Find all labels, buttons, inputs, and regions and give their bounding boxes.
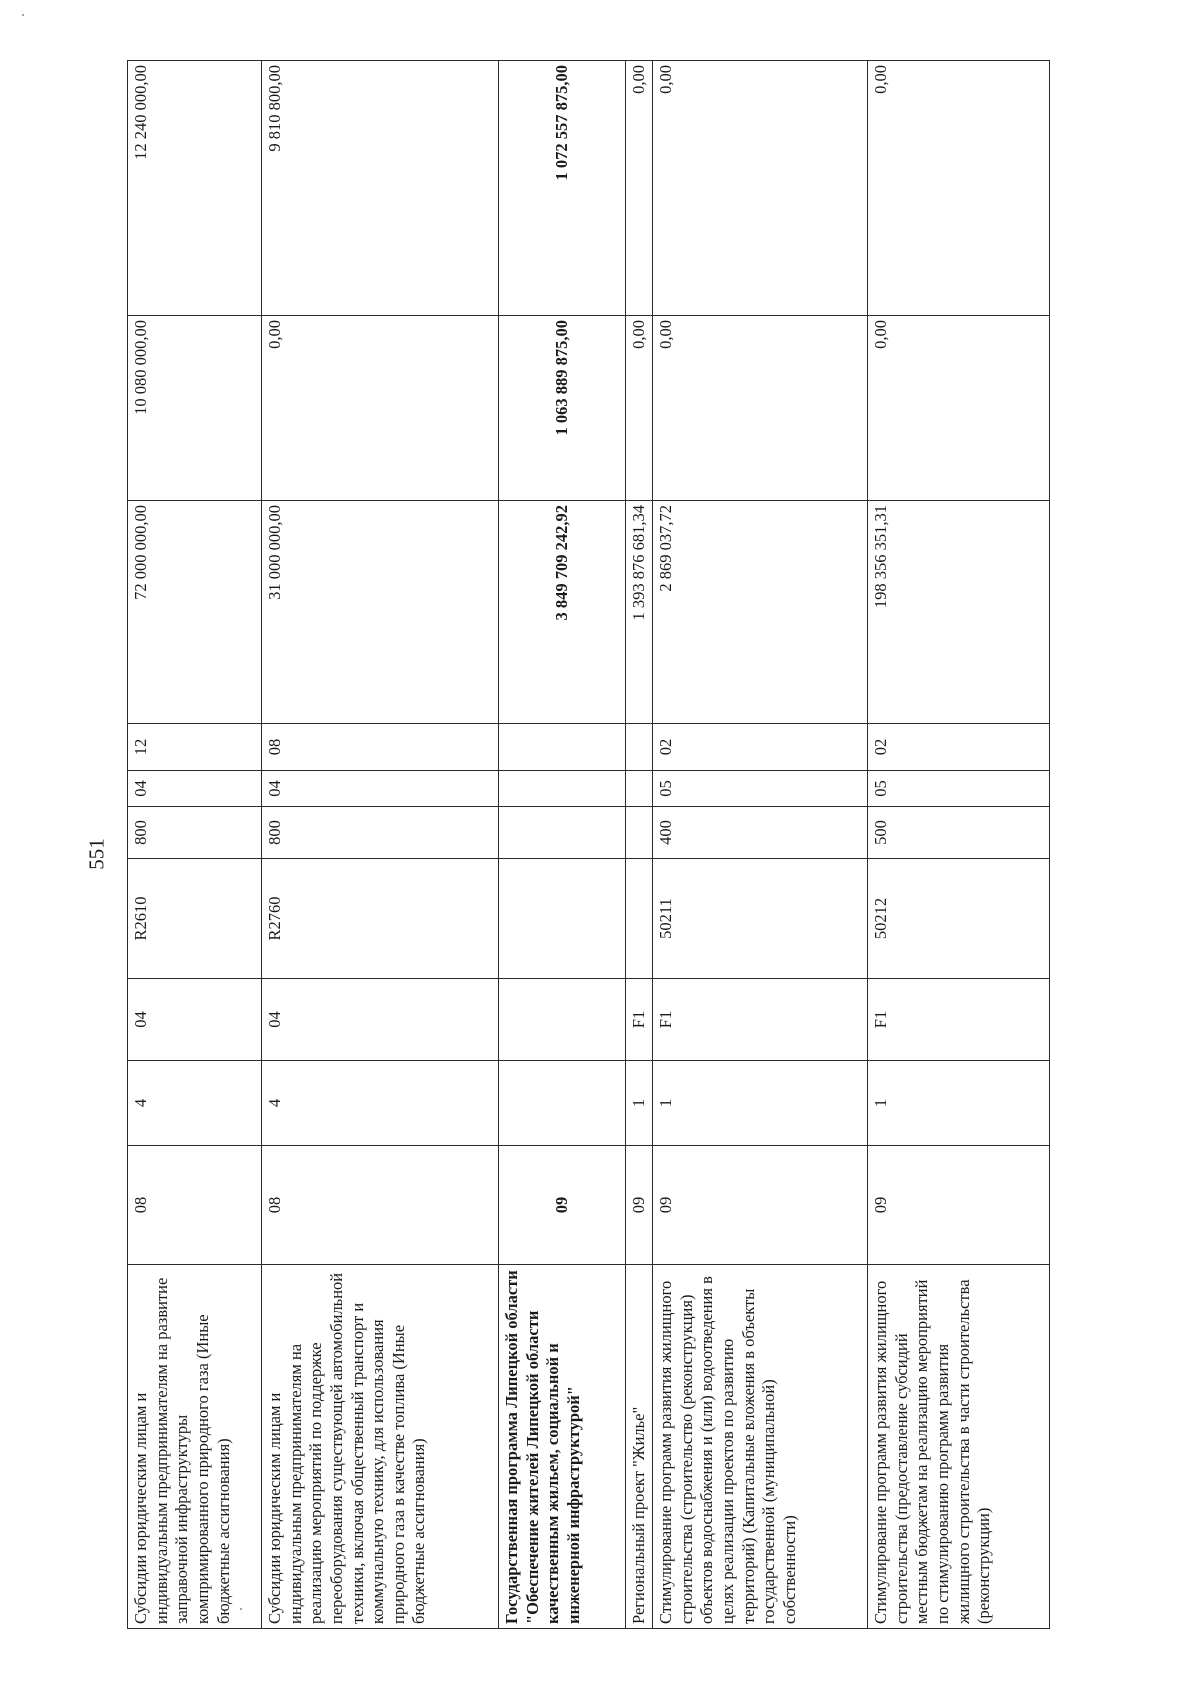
table-row bbox=[128, 61, 262, 1629]
table-row bbox=[653, 61, 868, 1629]
row-name: Субсидии юридическим лицам и индивидуальным предпринимателям на развитие заправочной инфраструктуры компримированного природного газа (Иные бюджетные ассигнования) bbox=[128, 1265, 262, 1629]
cell-om: 04 bbox=[128, 979, 262, 1061]
cell-rz: 04 bbox=[128, 771, 262, 807]
cell-gp: 09 bbox=[499, 1146, 626, 1265]
cell-gp: 08 bbox=[262, 1146, 499, 1265]
cell-pr: 02 bbox=[653, 724, 868, 771]
cell-year-1: 198 356 351,31 bbox=[868, 501, 1050, 724]
cell-vr bbox=[626, 807, 653, 859]
cell-pp bbox=[499, 1061, 626, 1146]
cell-year-3: 1 072 557 875,00 bbox=[499, 61, 626, 316]
page-number: 551 bbox=[84, 838, 109, 870]
cell-rz bbox=[626, 771, 653, 807]
cell-direction bbox=[626, 859, 653, 979]
cell-pr bbox=[626, 724, 653, 771]
budget-table bbox=[127, 60, 1050, 1629]
row-name: Региональный проект "Жилье" bbox=[626, 1265, 653, 1629]
cell-year-2: 0,00 bbox=[626, 316, 653, 501]
cell-year-2: 1 063 889 875,00 bbox=[499, 316, 626, 501]
cell-year-2: 0,00 bbox=[653, 316, 868, 501]
row-name: Стимулирование программ развития жилищного строительства (предоставление субсидий местным бюджетам на реализацию мероприятий по стимулированию программ развития жилищного строительства в части строительства (реконструкции) bbox=[868, 1265, 1050, 1629]
row-name: Государственная программа Липецкой области "Обеспечение жителей Липецкой области качественным жильем, социальной и инженерной инфраструктурой" bbox=[499, 1265, 626, 1629]
cell-om: F1 bbox=[868, 979, 1050, 1061]
cell-year-3: 0,00 bbox=[626, 61, 653, 316]
cell-gp: 09 bbox=[868, 1146, 1050, 1265]
cell-direction: R2760 bbox=[262, 859, 499, 979]
cell-year-1: 31 000 000,00 bbox=[262, 501, 499, 724]
cell-rz: 05 bbox=[653, 771, 868, 807]
cell-year-3: 0,00 bbox=[868, 61, 1050, 316]
row-name: Субсидии юридическим лицам и индивидуальным предпринимателям на реализацию мероприятий по поддержке переоборудования существующей автомобильной техники, включая общественный транспорт и коммунальную технику, для использования природного газа в качестве топлива (Иные бюджетные ассигнования) bbox=[262, 1265, 499, 1629]
scan-speck bbox=[22, 14, 24, 16]
cell-vr: 800 bbox=[128, 807, 262, 859]
cell-pr: 08 bbox=[262, 724, 499, 771]
cell-direction: 50212 bbox=[868, 859, 1050, 979]
cell-pp: 4 bbox=[262, 1061, 499, 1146]
cell-rz: 04 bbox=[262, 771, 499, 807]
table-row bbox=[262, 61, 499, 1629]
cell-year-3: 0,00 bbox=[653, 61, 868, 316]
cell-pp: 1 bbox=[868, 1061, 1050, 1146]
cell-rz: 05 bbox=[868, 771, 1050, 807]
cell-om bbox=[499, 979, 626, 1061]
cell-year-2: 0,00 bbox=[868, 316, 1050, 501]
table-row bbox=[626, 61, 653, 1629]
cell-direction: R2610 bbox=[128, 859, 262, 979]
cell-vr: 800 bbox=[262, 807, 499, 859]
cell-year-2: 0,00 bbox=[262, 316, 499, 501]
cell-om: 04 bbox=[262, 979, 499, 1061]
cell-gp: 08 bbox=[128, 1146, 262, 1265]
cell-pp: 4 bbox=[128, 1061, 262, 1146]
cell-gp: 09 bbox=[653, 1146, 868, 1265]
cell-year-2: 10 080 000,00 bbox=[128, 316, 262, 501]
cell-direction bbox=[499, 859, 626, 979]
cell-gp: 09 bbox=[626, 1146, 653, 1265]
cell-om: F1 bbox=[626, 979, 653, 1061]
cell-direction: 50211 bbox=[653, 859, 868, 979]
cell-year-1: 72 000 000,00 bbox=[128, 501, 262, 724]
cell-pr bbox=[499, 724, 626, 771]
cell-pr: 02 bbox=[868, 724, 1050, 771]
cell-om: F1 bbox=[653, 979, 868, 1061]
cell-year-1: 2 869 037,72 bbox=[653, 501, 868, 724]
cell-year-1: 3 849 709 242,92 bbox=[499, 501, 626, 724]
cell-year-3: 9 810 800,00 bbox=[262, 61, 499, 316]
rotated-table-wrapper bbox=[127, 61, 1049, 1629]
cell-pr: 12 bbox=[128, 724, 262, 771]
cell-year-3: 12 240 000,00 bbox=[128, 61, 262, 316]
cell-year-1: 1 393 876 681,34 bbox=[626, 501, 653, 724]
table-row bbox=[499, 61, 626, 1629]
cell-vr: 500 bbox=[868, 807, 1050, 859]
cell-vr bbox=[499, 807, 626, 859]
row-name: Стимулирование программ развития жилищного строительства (строительство (реконструкция) объектов водоснабжения и (или) водоотведения в целях реализации проектов по развитию территорий) (Капитальные вложения в объекты государственной (муниципальной) собственности) bbox=[653, 1265, 868, 1629]
cell-vr: 400 bbox=[653, 807, 868, 859]
cell-pp: 1 bbox=[653, 1061, 868, 1146]
cell-pp: 1 bbox=[626, 1061, 653, 1146]
table-row bbox=[868, 61, 1050, 1629]
cell-rz bbox=[499, 771, 626, 807]
